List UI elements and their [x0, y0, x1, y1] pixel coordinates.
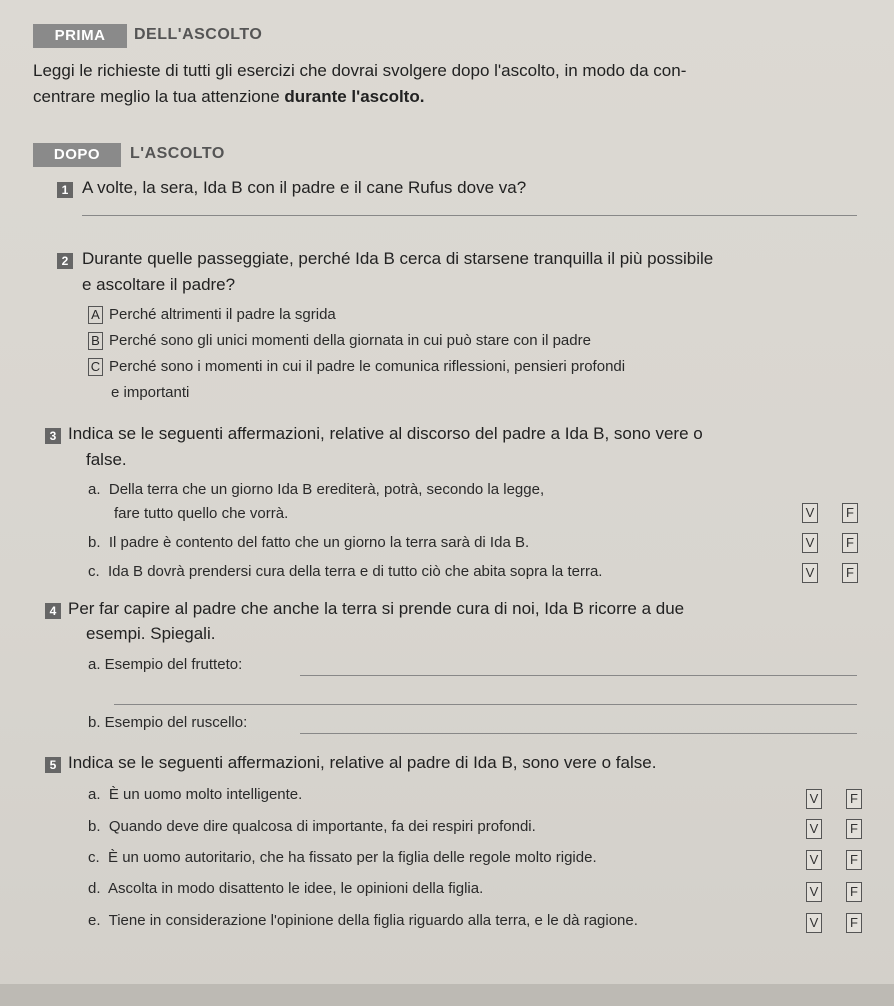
ex2-option-c-cont: e importanti	[111, 384, 190, 401]
prima-label: DELL'ASCOLTO	[134, 26, 263, 43]
ex5-item-e	[88, 912, 638, 929]
ex3-c-false-box[interactable]: F	[842, 563, 858, 583]
ex3-item-a	[88, 481, 544, 498]
ex2-number: 2	[57, 253, 73, 269]
prima-badge: PRIMA	[33, 24, 127, 48]
ex5-item-b-letter: b.	[88, 818, 101, 835]
option-a-text: Perché altrimenti il padre la sgrida	[109, 306, 336, 323]
ex5-d-true-box[interactable]: V	[806, 882, 822, 902]
ex2-question-l2: e ascoltare il padre?	[82, 275, 236, 294]
ex3-question-l2: false.	[86, 450, 127, 469]
dopo-label: L'ASCOLTO	[130, 145, 225, 162]
ex3-b-true-box[interactable]: V	[802, 533, 818, 553]
intro-line-1: Leggi le richieste di tutti gli esercizi che dovrai svolgere dopo l'ascolto, in modo da con-	[33, 61, 687, 80]
ex2-question-l1: Durante quelle passeggiate, perché Ida B cerca di starsene tranquilla il più possibile	[82, 249, 714, 268]
ex2-option-b[interactable]	[88, 332, 591, 350]
ex3-item-a-cont: fare tutto quello che vorrà.	[114, 505, 289, 522]
intro-line-2-plain: centrare meglio la tua attenzione	[33, 87, 285, 106]
ex4-item-b: b. Esempio del ruscello:	[88, 714, 248, 731]
ex5-a-false-box[interactable]: F	[846, 789, 862, 809]
ex3-item-c	[88, 563, 602, 580]
ex4-a-answer-line-2[interactable]	[114, 704, 857, 705]
ex1-number: 1	[57, 182, 73, 198]
option-a-box[interactable]: A	[88, 306, 103, 324]
ex5-c-false-box[interactable]: F	[846, 850, 862, 870]
ex5-item-d-text: Ascolta in modo disattento le idee, le opinioni della figlia.	[108, 880, 484, 897]
ex4-question-l2: esempi. Spiegali.	[86, 624, 216, 643]
option-b-box[interactable]: B	[88, 332, 103, 350]
ex5-item-a-text: È un uomo molto intelligente.	[108, 786, 303, 803]
ex3-item-b-letter: b.	[88, 534, 101, 551]
ex4-b-answer-line[interactable]	[300, 733, 857, 734]
ex5-item-c	[88, 849, 597, 866]
ex5-c-true-box[interactable]: V	[806, 850, 822, 870]
ex4-item-a: a. Esempio del frutteto:	[88, 656, 243, 673]
ex3-b-false-box[interactable]: F	[842, 533, 858, 553]
ex3-item-c-letter: c.	[88, 563, 100, 580]
ex5-item-c-letter: c.	[88, 849, 100, 866]
option-c-text: Perché sono i momenti in cui il padre le comunica riflessioni, pensieri profondi	[109, 358, 626, 375]
ex3-item-b	[88, 534, 529, 551]
ex2-option-a[interactable]	[88, 306, 336, 324]
ex5-item-b	[88, 818, 536, 835]
ex5-e-true-box[interactable]: V	[806, 913, 822, 933]
ex4-a-answer-line[interactable]	[300, 675, 857, 676]
ex5-item-d	[88, 880, 483, 897]
ex3-number: 3	[45, 428, 61, 444]
ex5-b-true-box[interactable]: V	[806, 819, 822, 839]
ex5-a-true-box[interactable]: V	[806, 789, 822, 809]
ex3-c-true-box[interactable]: V	[802, 563, 818, 583]
ex3-item-b-text: Il padre è contento del fatto che un giorno la terra sarà di Ida B.	[108, 534, 530, 551]
ex5-item-a	[88, 786, 302, 803]
ex4-question-l1: Per far capire al padre che anche la terra si prende cura di noi, Ida B ricorre a due	[68, 599, 685, 618]
ex3-item-a-text: Della terra che un giorno Ida B erediterà, potrà, secondo la legge,	[108, 481, 545, 498]
ex1-answer-line[interactable]	[82, 215, 857, 216]
ex5-item-e-text: Tiene in considerazione l'opinione della figlia riguardo alla terra, e le dà ragione.	[108, 912, 638, 929]
page-bottom-shadow	[0, 984, 894, 1006]
ex5-item-d-letter: d.	[88, 880, 101, 897]
ex2-option-c[interactable]	[88, 358, 625, 376]
ex5-e-false-box[interactable]: F	[846, 913, 862, 933]
option-b-text: Perché sono gli unici momenti della giornata in cui può stare con il padre	[109, 332, 591, 349]
ex4-number: 4	[45, 603, 61, 619]
ex5-item-c-text: È un uomo autoritario, che ha fissato per la figlia delle regole molto rigide.	[108, 849, 597, 866]
ex5-item-a-letter: a.	[88, 786, 101, 803]
ex5-item-e-letter: e.	[88, 912, 101, 929]
ex3-a-false-box[interactable]: F	[842, 503, 858, 523]
ex5-question: Indica se le seguenti affermazioni, relative al padre di Ida B, sono vere o false.	[68, 753, 657, 772]
intro-line-2-bold: durante l'ascolto.	[284, 87, 425, 106]
ex5-item-b-text: Quando deve dire qualcosa di importante, fa dei respiri profondi.	[108, 818, 536, 835]
ex1-question: A volte, la sera, Ida B con il padre e il cane Rufus dove va?	[82, 178, 527, 197]
ex5-b-false-box[interactable]: F	[846, 819, 862, 839]
ex3-item-c-text: Ida B dovrà prendersi cura della terra e di tutto ciò che abita sopra la terra.	[108, 563, 603, 580]
ex5-number: 5	[45, 757, 61, 773]
ex3-question-l1: Indica se le seguenti affermazioni, relative al discorso del padre a Ida B, sono vere o	[68, 424, 703, 443]
option-c-box[interactable]: C	[88, 358, 103, 376]
ex5-d-false-box[interactable]: F	[846, 882, 862, 902]
ex3-a-true-box[interactable]: V	[802, 503, 818, 523]
intro-line-2	[33, 87, 424, 107]
dopo-badge: DOPO	[33, 143, 121, 167]
ex3-item-a-letter: a.	[88, 481, 101, 498]
